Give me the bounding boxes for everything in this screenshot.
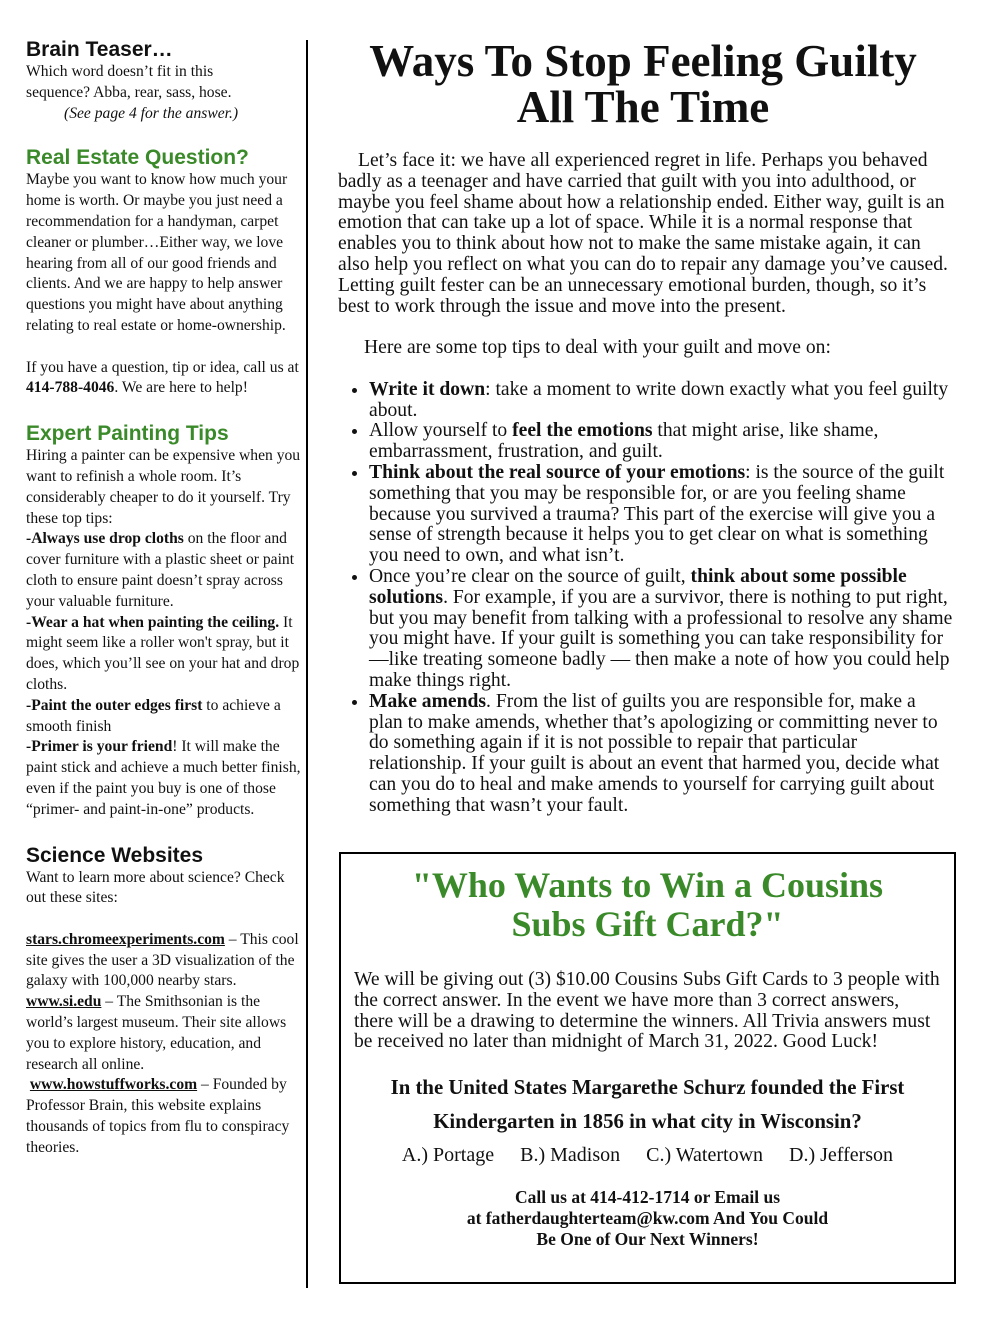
answer-option: D.) Jefferson — [789, 1144, 894, 1167]
painting-tip: -Wear a hat when painting the ceiling. It might seem like a roller won't spray, but it does, which you’ll see on your hat and drop cloths. — [26, 613, 300, 693]
column-divider — [306, 40, 308, 1288]
list-item: • Once you’re clear on the source of guilt, think about some possible solutions. For example, if you are a survivor, there is nothing to put right, but you may benefit from talking with a professional to resolve any shame you might have. If your guilt is something you can take responsibility for —like treating someone badly — then make a note of how you could help make things right. — [369, 567, 954, 692]
painting-tip: -Paint the outer edges first to achieve a smooth finish — [26, 696, 281, 735]
contest-description: We will be giving out (3) $10.00 Cousins Subs Gift Cards to 3 people with the correct answer. In the event we have more than 3 correct answers, there will be a drawing to determine the winners. All Trivia answers must be received no later than midnight of March 31, 2022. Good Luck! — [354, 969, 940, 1053]
science-section — [26, 844, 306, 1159]
real-estate-section — [26, 146, 306, 399]
sidebar — [26, 38, 306, 1159]
real-estate-phone: 414-788-4046 — [26, 379, 115, 397]
list-item: • Allow yourself to feel the emotions that might arise, like shame, embarrassment, frustration, and guilt. — [369, 421, 954, 463]
article-body — [338, 151, 954, 817]
list-item: • Write it down: take a moment to write down exactly what you feel guilty about. — [369, 380, 954, 422]
article-title: Ways To Stop Feeling Guilty All The Time — [369, 36, 917, 132]
brain-teaser-section — [26, 38, 306, 124]
contest-box — [339, 852, 956, 1284]
brain-teaser-line1: Which word doesn’t fit in this — [26, 63, 214, 80]
science-site: www.howstuffworks.com – Founded by Professor Brain, this website explains thousands of topics from flu to conspiracy theories. — [26, 1076, 290, 1156]
science-site-link[interactable]: www.howstuffworks.com — [29, 1076, 198, 1094]
science-site-link[interactable]: stars.chromeexperiments.com — [26, 930, 225, 948]
brain-teaser-heading: Brain Teaser… — [26, 38, 173, 61]
trivia-question: In the United States Margarethe Schurz founded the First Kindergarten in 1856 in what city in Wisconsin? — [390, 1076, 905, 1134]
science-site: www.si.edu – The Smithsonian is the world’s largest museum. Their site allows you to explore history, education, and research all online. — [26, 993, 287, 1073]
article-tips-intro: Here are some top tips to deal with your guilt and move on: — [364, 337, 831, 359]
article-intro: Let’s face it: we have all experienced regret in life. Perhaps you behaved badly as a teenager and have carried that guilt with you into adulthood, or maybe you feel shame about how a relationship ended. Either way, guilt is an emotion that can take up a lot of space. While it is a normal response that enables you to think about how not to make the same mistake again, it can also help you reflect on what you can do to repair any damage you’ve caused. Letting guilt fester can be an unnecessary emotional burden, though, so it’s best to work through the issue and move into the present. — [338, 150, 948, 317]
contest-title: "Who Wants to Win a Cousins Subs Gift Card?" — [411, 865, 884, 944]
painting-intro: Hiring a painter can be expensive when you want to refinish a whole room. It’s considerably cheaper to do it yourself. Try these top tips: — [26, 447, 301, 527]
answer-option: C.) Watertown — [646, 1144, 764, 1167]
article-tips-list — [338, 380, 954, 817]
contest-call-to-action: Call us at 414-412-1714 or Email us at fatherdaughterteam@kw.com And You Could Be One of Our Next Winners! — [466, 1187, 829, 1249]
science-intro: Want to learn more about science? Check out these sites: — [26, 868, 285, 907]
brain-teaser-note: (See page 4 for the answer.) — [64, 104, 239, 122]
brain-teaser-line2: sequence? Abba, rear, sass, hose. — [26, 83, 232, 101]
real-estate-text: Maybe you want to know how much your home is worth. Or maybe you just need a recommendation for a handyman, carpet cleaner or plumber…Either way, we love hearing from all of our good friends and clients. And we are happy to help answer questions you might have about anything relating to real estate or home-ownership. — [26, 171, 288, 334]
painting-tip: -Primer is your friend! It will make the paint stick and achieve a much better finish, even if the paint you buy is one of those “primer- and paint-in-one” products. — [26, 738, 301, 818]
list-item: • Think about the real source of your emotions: is the source of the guilt something that you may be responsible for, or are you feeling shame because you survived a trauma? This part of the exercise will give you a sense of strength because it helps you to get clear on what is something you need to own, and what isn’t. — [369, 463, 954, 567]
answer-option: B.) Madison — [520, 1144, 621, 1167]
trivia-answers — [341, 1141, 954, 1169]
real-estate-heading: Real Estate Question? — [26, 146, 249, 170]
real-estate-call: If you have a question, tip or idea, call us at 414-788-4046. We are here to help! — [26, 358, 299, 397]
painting-heading: Expert Painting Tips — [26, 422, 229, 446]
painting-tip: -Always use drop cloths on the floor and cover furniture with a plastic sheet or paint cloth to ensure paint doesn’t spray across your valuable furniture. — [26, 530, 295, 610]
painting-section — [26, 422, 306, 820]
science-heading: Science Websites — [26, 843, 204, 867]
answer-option: A.) Portage — [401, 1144, 495, 1167]
science-site: stars.chromeexperiments.com – This cool site gives the user a 3D visualization of the galaxy with 100,000 nearby stars. — [26, 930, 299, 990]
list-item: • Make amends. From the list of guilts you are responsible for, make a plan to make amends, whether that’s apologizing or committing never to do something again if it is not possible to repair that particular relationship. If your guilt is about an event that harmed you, decide what can you do to heal and make amends to yourself for carrying guilt about something that wasn’t your fault. — [369, 692, 954, 817]
science-site-link[interactable]: www.si.edu — [26, 993, 102, 1011]
